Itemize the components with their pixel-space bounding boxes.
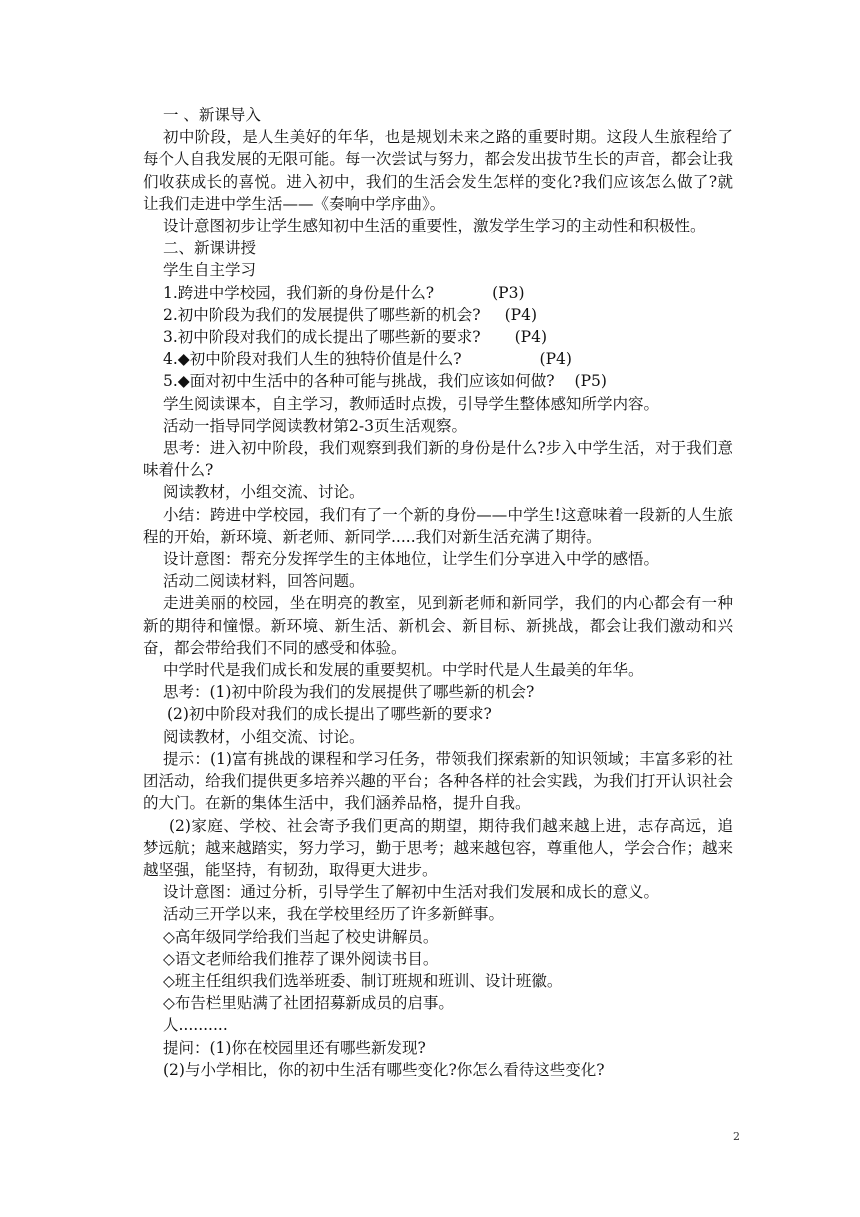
question-item: 5.◆面对初中生活中的各种可能与挑战，我们应该如何做? (P5) [163,372,607,391]
discussion-one: 阅读教材，小组交流、讨论。 [163,483,365,502]
list-item: ◇高年级同学给我们当起了校史讲解员。 [163,927,439,946]
think-two-b: (2)初中阶段对我们的成长提出了哪些新的要求? [167,705,492,724]
design-intent-intro: 设计意图初步让学生感知初中生活的重要性，激发学生学习的主动性和积极性。 [163,217,706,236]
activity-one: 活动一指导同学阅读教材第2-3页生活观察。 [163,416,467,435]
discussion-two: 阅读教材，小组交流、讨论。 [163,727,365,746]
question-item: 1.跨进中学校园，我们新的身份是什么? (P3) [163,283,525,302]
list-item: ◇布告栏里贴满了社团招募新成员的启事。 [163,994,454,1013]
question-two: (2)与小学相比，你的初中生活有哪些变化?你怎么看待这些变化? [163,1060,605,1079]
section-heading-intro: 一 、新课导入 [163,106,261,124]
reading-material: 走进美丽的校园，坐在明亮的教室，见到新老师和新同学，我们的内心都会有一种新的期待和憧憬。新环境、新生活、新机会、新目标、新挑战，都会让我们激动和兴奋，都会带给我们不同的感受和体验。 [143,594,733,657]
list-item: ◇班主任组织我们选举班委、制订班规和班训、设计班徽。 [163,971,563,990]
activity-two: 活动二阅读材料，回答问题。 [163,572,365,591]
question-one: 提问：(1)你在校园里还有哪些新发现? [163,1038,426,1057]
question-item: 3.初中阶段对我们的成长提出了哪些新的要求? (P4) [163,328,547,347]
activity-three: 活动三开学以来，我在学校里经历了许多新鲜事。 [163,905,505,924]
document-body [143,104,733,1081]
hint-one: 提示：(1)富有挑战的课程和学习任务，带领我们探索新的知识领域；丰富多彩的社团活动，给我们提供更多培养兴趣的平台；各种各样的社会实践，为我们打开认识社会的大门。在新的集体生活中，我们涵养品格，提升自我。 [143,749,733,813]
think-one: 思考：进入初中阶段，我们观察到我们新的身份是什么?步入中学生活，对于我们意味着什么? [143,439,733,480]
reading-material-2: 中学时代是我们成长和发展的重要契机。中学时代是人生最美的年华。 [163,661,644,680]
design-intent-two: 设计意图：通过分析，引导学生了解初中生活对我们发展和成长的意义。 [163,883,660,902]
self-study-heading: 学生自主学习 [163,261,257,280]
reading-guide: 学生阅读课本，自主学习，教师适时点拨，引导学生整体感知所学内容。 [163,394,660,413]
section-heading-teaching: 二、新课讲授 [163,239,257,258]
intro-paragraph: 初中阶段，是人生美好的年华，也是规划未来之路的重要时期。这段人生旅程给了每个人自我发展的无限可能。每一次尝试与努力，都会发出拔节生长的声音，都会让我们收获成长的喜悦。进入初中，我们的生活会发生怎样的变化?我们应该怎么做了?就让我们走进中学生活——《奏响中学序曲》。 [143,128,733,213]
summary-one: 小结：跨进中学校园，我们有了一个新的身份——中学生!这意味着一段新的人生旅程的开始，新环境、新老师、新同学.....我们对新生活充满了期待。 [143,505,733,546]
hint-two: (2)家庭、学校、社会寄予我们更高的期望，期待我们越来越上进，志存高远，追梦远航；越来越踏实，努力学习，勤于思考；越来越包容，尊重他人，学会合作；越来越坚强，能坚持，有韧劲，取得更大进步。 [143,816,733,879]
think-two-a: 思考：(1)初中阶段为我们的发展提供了哪些新的机会? [163,683,535,702]
design-intent-one: 设计意图：帮充分发挥学生的主体地位，让学生们分享进入中学的感悟。 [163,550,660,569]
question-item: 4.◆初中阶段对我们人生的独特价值是什么? (P4) [163,350,572,369]
ellipsis-line: 人.......... [163,1016,228,1035]
question-item: 2.初中阶段为我们的发展提供了哪些新的机会? (P4) [163,305,537,324]
list-item: ◇语文老师给我们推荐了课外阅读书目。 [163,949,439,968]
page-number: 2 [733,1130,740,1143]
